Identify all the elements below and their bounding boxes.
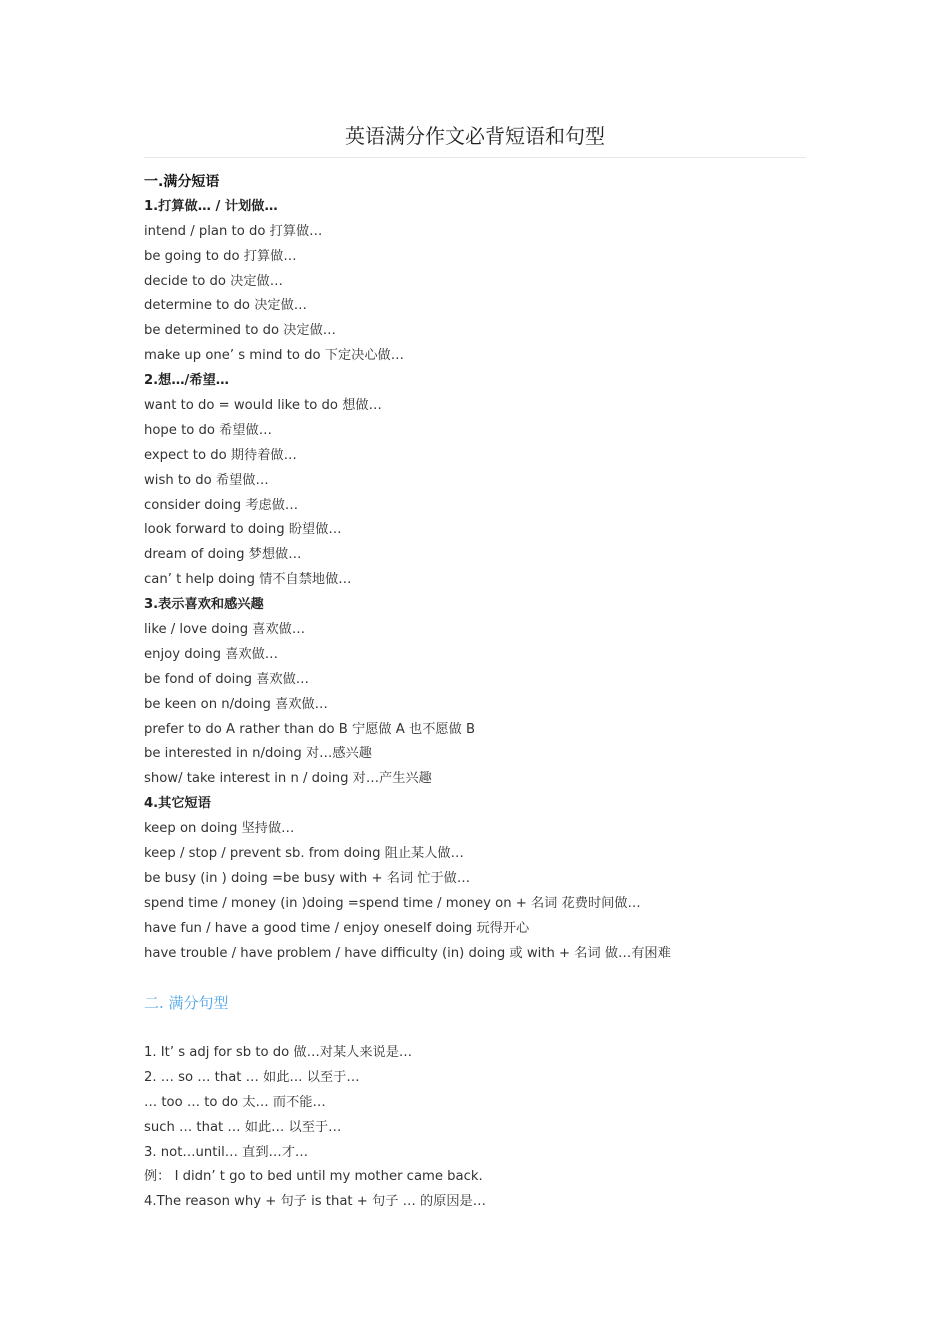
- list-item: can’ t help doing 情不自禁地做…: [144, 572, 352, 588]
- list-item: keep / stop / prevent sb. from doing 阻止某人做…: [144, 846, 464, 862]
- document-title: 英语满分作文必背短语和句型: [345, 124, 605, 148]
- list-item: determine to do 决定做…: [144, 298, 307, 314]
- list-item: dream of doing 梦想做…: [144, 547, 302, 563]
- title-divider: [144, 157, 806, 158]
- list-item: like / love doing 喜欢做…: [144, 622, 306, 638]
- list-item: have trouble / have problem / have difficulty (in) doing 或 with + 名词 做…有困难: [144, 945, 671, 961]
- list-item: hope to do 希望做…: [144, 422, 272, 438]
- sentence-patterns-section: [144, 1041, 806, 1215]
- list-item: … too … to do 太… 而不能…: [144, 1094, 326, 1110]
- list-item: be determined to do 决定做…: [144, 323, 336, 339]
- list-item: prefer to do A rather than do B 宁愿做 A 也不愿做 B: [144, 721, 476, 737]
- section-heading: 一.满分短语: [144, 174, 220, 190]
- list-item: be keen on n/doing 喜欢做…: [144, 696, 328, 712]
- list-item: 4.The reason why + 句子 is that + 句子 … 的原因是…: [144, 1194, 486, 1210]
- list-item: make up one’ s mind to do 下定决心做…: [144, 348, 404, 364]
- list-item: wish to do 希望做…: [144, 472, 269, 488]
- list-item: show/ take interest in n / doing 对…产生兴趣: [144, 771, 432, 787]
- subsection-heading: 2.想…/希望…: [144, 373, 229, 389]
- list-item: be going to do 打算做…: [144, 248, 297, 264]
- list-item: look forward to doing 盼望做…: [144, 522, 342, 538]
- list-item: enjoy doing 喜欢做…: [144, 646, 278, 662]
- subsection-heading: 3.表示喜欢和感兴趣: [144, 597, 264, 613]
- subsection-heading: 1.打算做… / 计划做…: [144, 198, 278, 214]
- list-item: 例： I didn’ t go to bed until my mother came back.: [144, 1169, 483, 1185]
- list-item: be busy (in ) doing =be busy with + 名词 忙于做…: [144, 870, 471, 886]
- list-item: 3. not…until… 直到…才…: [144, 1144, 309, 1160]
- list-item: expect to do 期待着做…: [144, 447, 297, 463]
- subsection-heading: 4.其它短语: [144, 796, 211, 812]
- list-item: 2. … so … that … 如此… 以至于…: [144, 1069, 360, 1085]
- list-item: be interested in n/doing 对…感兴趣: [144, 746, 372, 762]
- list-item: spend time / money (in )doing =spend time / money on + 名词 花费时间做…: [144, 895, 641, 911]
- phrases-section: [144, 170, 806, 967]
- list-item: be fond of doing 喜欢做…: [144, 671, 309, 687]
- list-item: 1. It’ s adj for sb to do 做…对某人来说是…: [144, 1045, 413, 1060]
- list-item: have fun / have a good time / enjoy oneself doing 玩得开心: [144, 920, 530, 936]
- list-item: intend / plan to do 打算做…: [144, 223, 323, 239]
- section-heading: 二. 满分句型: [144, 994, 229, 1012]
- list-item: such … that … 如此… 以至于…: [144, 1119, 342, 1135]
- list-item: want to do = would like to do 想做…: [144, 398, 382, 414]
- list-item: consider doing 考虑做…: [144, 497, 299, 513]
- list-item: decide to do 决定做…: [144, 273, 283, 289]
- list-item: keep on doing 坚持做…: [144, 821, 295, 837]
